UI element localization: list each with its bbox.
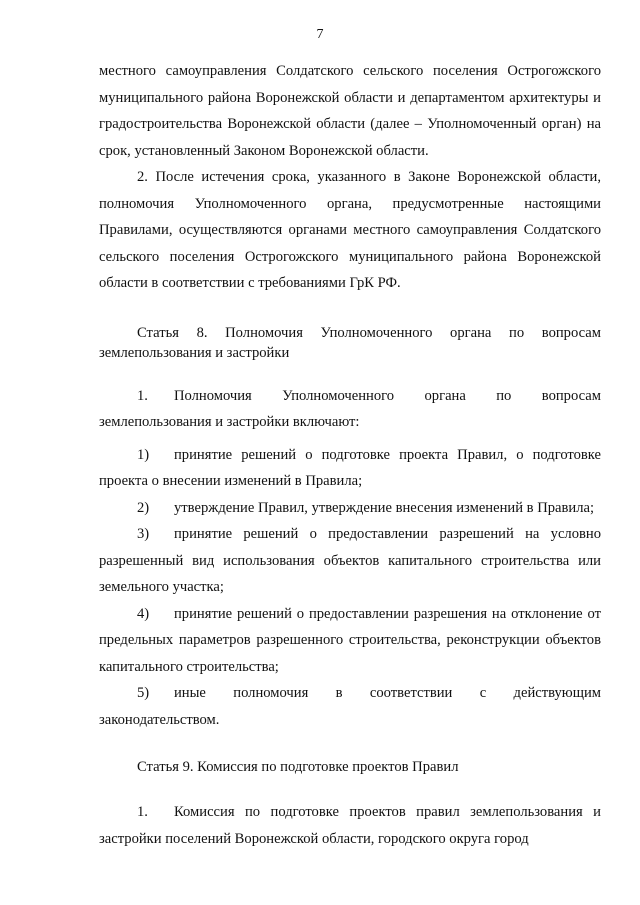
article-8-item-4 [99, 601, 601, 681]
article-8-heading: Статья 8. Полномочия Уполномоченного органа по вопросам землепользования и застройки [99, 324, 601, 361]
item-number: 4) [137, 605, 150, 622]
page-number: 7 [316, 27, 324, 42]
paragraph-2: 2. После истечения срока, указанного в Законе Воронежской области, полномочия Уполномоченного органа, предусмотренные настоящими Правилами, осуществляются органами местного самоуправления Солдатского сельского поселения Острогожского муниципального района Воронежской области в соответствии с требованиями ГрК РФ. [99, 169, 601, 291]
item-text: принятие решений о подготовке проекта Правил, о подготовке проекта о внесении изменений в Правила; [99, 446, 601, 489]
item-number: 5) [137, 685, 150, 701]
item-text: принятие решений о предоставлении разрешения на отклонение от предельных параметров разрешенного строительства, реконструкции объектов капитального строительства; [99, 605, 601, 675]
article-9-heading: Статья 9. Комиссия по подготовке проектов Правил [137, 759, 459, 775]
article-8-item-1 [99, 442, 601, 495]
spacer [99, 777, 601, 799]
spacer [99, 733, 601, 757]
item-text: утверждение Правил, утверждение внесения изменений в Правила; [174, 499, 595, 516]
item-number: 2) [137, 499, 150, 516]
item-number: 3) [137, 526, 150, 542]
article-8-item-2 [99, 495, 601, 522]
paragraph-continuation: местного самоуправления Солдатского сельского поселения Острогожского муниципального района Воронежской области и департаментом архитектуры и градостроительства Воронежской области (далее – Уполномоченный орган) на срок, установленный Законом Воронежской области. [99, 63, 601, 159]
item-text: Комиссия по подготовке проектов правил землепользования и застройки поселений Воронежской области, городского округа город [99, 804, 601, 847]
document-body [99, 58, 601, 852]
article-8-intro [99, 383, 601, 436]
article-8-item-5 [99, 680, 601, 733]
spacer [99, 297, 601, 323]
item-text: иные полномочия в соответствии с действующим законодательством. [99, 685, 601, 728]
article-8-item-3 [99, 521, 601, 601]
item-number: 1) [137, 446, 150, 463]
item-number: 1. [137, 387, 148, 404]
article-9-paragraph-1 [99, 799, 601, 852]
item-text: принятие решений о предоставлении разрешений на условно разрешенный вид использования объектов капитального строительства или земельного участка; [99, 526, 601, 595]
item-number: 1. [137, 804, 148, 820]
spacer [99, 363, 601, 383]
item-text: Полномочия Уполномоченного органа по вопросам землепользования и застройки включают: [99, 387, 601, 430]
